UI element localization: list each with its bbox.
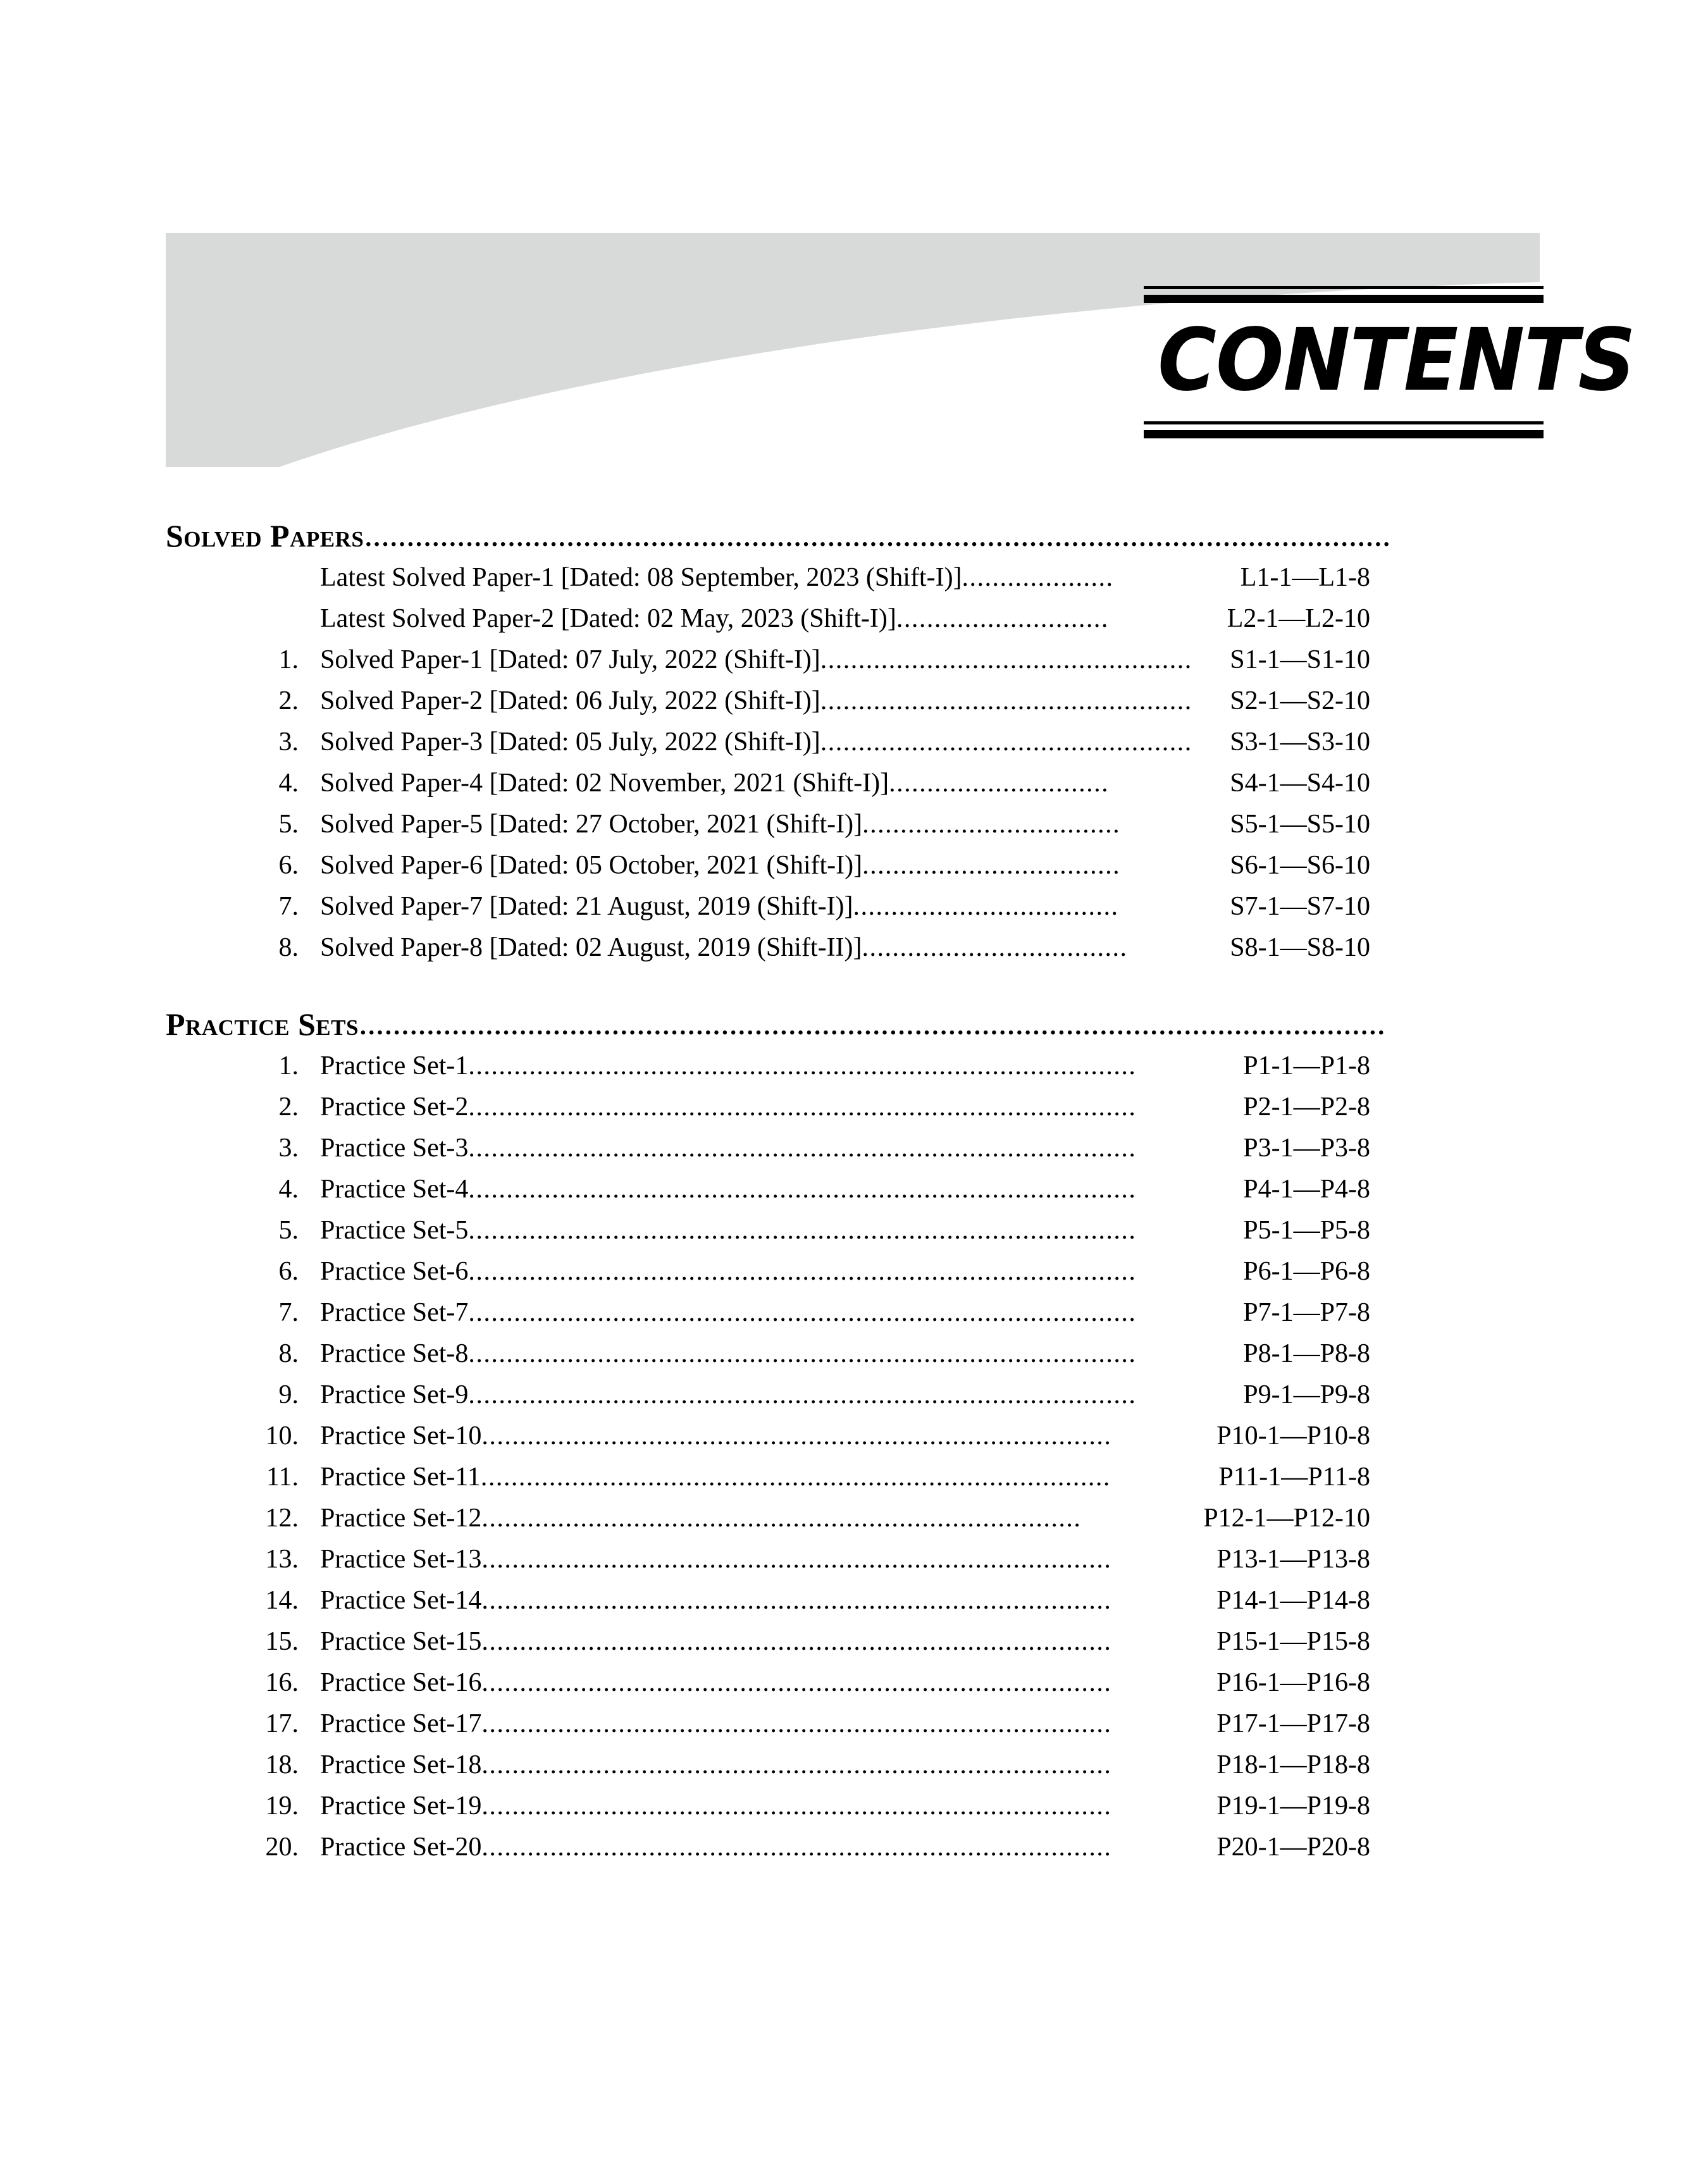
toc-entry[interactable] [240, 1382, 1370, 1423]
table-of-contents [0, 506, 1708, 1875]
entry-leader: ................................................................................... [481, 1669, 1112, 1696]
entry-label: Solved Paper-1 [Dated: 07 July, 2022 (Shift-I)] [320, 645, 820, 674]
entry-leader: ................................................. [820, 729, 1192, 755]
entry-number: 5. [278, 1216, 299, 1245]
entry-label: Practice Set-14 [320, 1586, 482, 1615]
spacer [0, 975, 1708, 994]
entry-page-range: S8-1—S8-10 [1230, 933, 1370, 962]
title-rule-gap-bottom [1144, 424, 1544, 430]
entry-page-range: L2-1—L2-10 [1227, 604, 1370, 633]
entry-page-range: P10-1—P10-8 [1216, 1421, 1370, 1450]
entry-page-range: P14-1—P14-8 [1216, 1586, 1370, 1615]
entry-label: Practice Set-20 [320, 1833, 482, 1862]
entry-label: Practice Set-13 [320, 1545, 482, 1574]
entry-leader: ................................................................................... [481, 1546, 1112, 1573]
entry-leader: ................................................. [820, 688, 1192, 714]
toc-entry[interactable] [240, 646, 1370, 688]
entry-page-range: S5-1—S5-10 [1230, 810, 1370, 839]
entry-leader: ................................................................................... [480, 1464, 1111, 1490]
entry-number: 9. [278, 1380, 299, 1409]
toc-entry[interactable] [240, 1258, 1370, 1299]
entry-number: 2. [278, 1092, 299, 1122]
entry-label: Practice Set-19 [320, 1791, 482, 1821]
entry-page-range: S7-1—S7-10 [1230, 892, 1370, 921]
entry-number: 18. [265, 1750, 299, 1779]
entry-label: Practice Set-3 [320, 1134, 469, 1163]
section-practice-sets [0, 994, 1708, 1875]
entry-label: Solved Paper-8 [Dated: 02 August, 2019 (Shift-II)] [320, 933, 862, 962]
entry-page-range: P12-1—P12-10 [1203, 1504, 1370, 1533]
entry-leader: ................................... [862, 934, 1128, 961]
entry-page-range: P3-1—P3-8 [1243, 1134, 1370, 1163]
entry-label: Practice Set-18 [320, 1750, 482, 1779]
entry-page-range: P19-1—P19-8 [1216, 1791, 1370, 1821]
entry-number: 16. [265, 1668, 299, 1697]
entry-number: 11. [266, 1463, 299, 1492]
entry-label: Practice Set-17 [320, 1709, 482, 1738]
entry-number: 3. [278, 727, 299, 757]
toc-entry[interactable] [240, 1464, 1370, 1505]
entry-leader: .................................. [862, 811, 1121, 838]
entry-page-range: P7-1—P7-8 [1243, 1298, 1370, 1327]
spacer [0, 1041, 1708, 1053]
toc-entry[interactable] [240, 1793, 1370, 1834]
entry-number: 5. [278, 810, 299, 839]
section-heading-label: Solved Papers [166, 518, 364, 553]
toc-entry[interactable] [240, 729, 1370, 770]
entry-page-range: P8-1—P8-8 [1243, 1339, 1370, 1368]
toc-entry[interactable] [240, 1094, 1370, 1135]
section-heading-practice-sets [166, 994, 1544, 1041]
entry-leader: ............................................................................... [481, 1505, 1082, 1531]
entry-label: Practice Set-9 [320, 1380, 469, 1409]
entry-number: 13. [265, 1545, 299, 1574]
entry-leader: ........................................................................................ [468, 1176, 1137, 1203]
entry-number: 8. [278, 1339, 299, 1368]
entry-page-range: L1-1—L1-8 [1240, 563, 1370, 592]
entry-label: Practice Set-6 [320, 1257, 469, 1286]
entry-number: 7. [278, 892, 299, 921]
section-heading-solved-papers [166, 506, 1544, 553]
entry-leader: ................................................................................... [481, 1710, 1112, 1737]
entry-number: 19. [265, 1791, 299, 1821]
toc-entry[interactable] [240, 1053, 1370, 1094]
toc-entry[interactable] [240, 1340, 1370, 1382]
toc-entry[interactable] [240, 852, 1370, 893]
entry-leader: ................................................................................... [481, 1752, 1112, 1778]
entry-number: 7. [278, 1298, 299, 1327]
entry-label: Practice Set-12 [320, 1504, 482, 1533]
entry-leader: ................................................................................... [481, 1793, 1112, 1819]
entry-page-range: P1-1—P1-8 [1243, 1051, 1370, 1080]
entry-leader: ........................................................................................ [468, 1135, 1137, 1161]
entry-leader: ................................................................................... [481, 1587, 1112, 1614]
entry-leader: .................................. [862, 852, 1121, 879]
entry-page-range: S3-1—S3-10 [1230, 727, 1370, 757]
entry-number: 20. [265, 1833, 299, 1862]
entry-number: 6. [278, 851, 299, 880]
entry-label: Latest Solved Paper-2 [Dated: 02 May, 2023 (Shift-I)] [320, 604, 896, 633]
entry-number: 14. [265, 1586, 299, 1615]
entry-label: Practice Set-1 [320, 1051, 469, 1080]
toc-entry[interactable] [240, 811, 1370, 852]
entry-leader: ........................................................................................ [468, 1382, 1137, 1408]
toc-entry[interactable] [240, 1546, 1370, 1587]
entry-page-range: P18-1—P18-8 [1216, 1750, 1370, 1779]
entry-leader: ................................................. [820, 646, 1192, 673]
entry-page-range: S4-1—S4-10 [1230, 769, 1370, 798]
entry-label: Practice Set-8 [320, 1339, 469, 1368]
page-header [0, 0, 1708, 481]
toc-entry[interactable] [240, 1217, 1370, 1258]
entry-label: Solved Paper-2 [Dated: 06 July, 2022 (Shift-I)] [320, 686, 820, 715]
entry-leader: ........................................................................................ [468, 1217, 1137, 1244]
entry-leader: ........................................................................................ [468, 1340, 1137, 1367]
entry-number: 2. [278, 686, 299, 715]
toc-entry[interactable] [240, 1505, 1370, 1546]
entry-leader: ........................................................................................ [468, 1299, 1137, 1326]
toc-entry[interactable] [240, 1587, 1370, 1628]
entry-number: 1. [278, 645, 299, 674]
entry-page-range: P6-1—P6-8 [1243, 1257, 1370, 1286]
entry-page-range: P20-1—P20-8 [1216, 1833, 1370, 1862]
section-heading-leader: .......................................................................................................................... [359, 1013, 1387, 1040]
entry-label: Practice Set-5 [320, 1216, 469, 1245]
entry-number: 15. [265, 1627, 299, 1656]
entry-label: Solved Paper-7 [Dated: 21 August, 2019 (Shift-I)] [320, 892, 853, 921]
entry-number: 10. [265, 1421, 299, 1450]
entry-page-range: P13-1—P13-8 [1216, 1545, 1370, 1574]
entry-leader: ................................................................................... [481, 1423, 1112, 1449]
contents-title-block [1144, 286, 1635, 438]
entry-leader: ........................................................................................ [468, 1258, 1137, 1285]
entry-page-range: P11-1—P11-8 [1218, 1463, 1370, 1492]
entry-number: 12. [265, 1504, 299, 1533]
toc-entry[interactable] [240, 605, 1370, 646]
entry-number: 17. [265, 1709, 299, 1738]
section-heading-leader: .......................................................................................................................... [365, 525, 1392, 552]
entry-label: Practice Set-16 [320, 1668, 482, 1697]
toc-entry[interactable] [240, 564, 1370, 605]
entry-label: Practice Set-4 [320, 1175, 469, 1204]
entry-label: Practice Set-10 [320, 1421, 482, 1450]
title-rule-bottom-thick [1144, 430, 1544, 438]
title-rule-top-thick [1144, 295, 1544, 303]
entry-leader: ........................................................................................ [468, 1094, 1137, 1120]
entry-page-range: P17-1—P17-8 [1216, 1709, 1370, 1738]
entry-leader: ................................................................................... [481, 1834, 1112, 1860]
toc-entry[interactable] [240, 1176, 1370, 1217]
entry-number: 6. [278, 1257, 299, 1286]
entry-page-range: P5-1—P5-8 [1243, 1216, 1370, 1245]
entry-page-range: S6-1—S6-10 [1230, 851, 1370, 880]
entry-label: Latest Solved Paper-1 [Dated: 08 September, 2023 (Shift-I)] [320, 563, 962, 592]
entry-page-range: P4-1—P4-8 [1243, 1175, 1370, 1204]
entry-label: Practice Set-7 [320, 1298, 469, 1327]
toc-entry[interactable] [240, 1423, 1370, 1464]
toc-entry[interactable] [240, 893, 1370, 934]
toc-entry[interactable] [240, 1710, 1370, 1752]
entry-leader: ............................ [896, 605, 1109, 632]
toc-entry[interactable] [240, 934, 1370, 975]
entry-number: 3. [278, 1134, 299, 1163]
toc-entry[interactable] [240, 1299, 1370, 1340]
entry-number: 1. [278, 1051, 299, 1080]
toc-entry[interactable] [240, 688, 1370, 729]
entry-leader: ........................................................................................ [468, 1053, 1137, 1079]
entry-label: Solved Paper-3 [Dated: 05 July, 2022 (Shift-I)] [320, 727, 820, 757]
entry-page-range: S2-1—S2-10 [1230, 686, 1370, 715]
entry-label: Practice Set-2 [320, 1092, 469, 1122]
entry-number: 4. [278, 769, 299, 798]
toc-entry[interactable] [240, 1135, 1370, 1176]
toc-entry[interactable] [240, 1628, 1370, 1669]
entry-label: Practice Set-11 [320, 1463, 481, 1492]
page-title: CONTENTS [1158, 311, 1635, 411]
entry-label: Solved Paper-4 [Dated: 02 November, 2021 (Shift-I)] [320, 769, 889, 798]
toc-entry[interactable] [240, 1834, 1370, 1875]
entry-leader: .................... [962, 564, 1114, 591]
entry-leader: ................................................................................... [481, 1628, 1112, 1655]
entry-page-range: P15-1—P15-8 [1216, 1627, 1370, 1656]
toc-entry[interactable] [240, 770, 1370, 811]
toc-entry[interactable] [240, 1669, 1370, 1710]
toc-entry[interactable] [240, 1752, 1370, 1793]
title-rule-gap-top [1144, 289, 1544, 295]
entry-label: Solved Paper-5 [Dated: 27 October, 2021 (Shift-I)] [320, 810, 863, 839]
entry-number: 8. [278, 933, 299, 962]
entry-page-range: P2-1—P2-8 [1243, 1092, 1370, 1122]
entry-label: Practice Set-15 [320, 1627, 482, 1656]
entry-page-range: S1-1—S1-10 [1230, 645, 1370, 674]
entry-leader: ................................... [853, 893, 1119, 920]
entry-label: Solved Paper-6 [Dated: 05 October, 2021 (Shift-I)] [320, 851, 863, 880]
entry-leader: ............................. [889, 770, 1110, 796]
entry-number: 4. [278, 1175, 299, 1204]
entry-page-range: P9-1—P9-8 [1243, 1380, 1370, 1409]
section-heading-label: Practice Sets [166, 1006, 359, 1042]
entry-page-range: P16-1—P16-8 [1216, 1668, 1370, 1697]
section-solved-papers [0, 506, 1708, 975]
